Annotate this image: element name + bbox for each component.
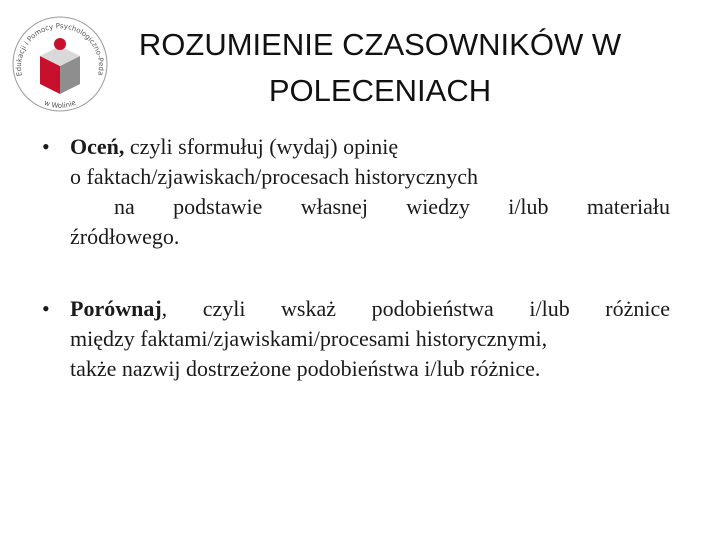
- bullet-item-ocen: [40, 132, 670, 252]
- title-line-2: POLECENIACH: [268, 73, 492, 108]
- bullet-dot-icon: •: [42, 134, 50, 159]
- bullet-list: [40, 132, 670, 384]
- svg-text:w Wolinie: w Wolinie: [43, 98, 77, 110]
- bullet-line: na podstawie własnej wiedzy i/lub materiału: [114, 194, 670, 219]
- slide-title: [0, 22, 720, 114]
- bullet-line: także nazwij dostrzeżone podobieństwa i/lub różnice.: [70, 356, 541, 381]
- svg-text:Poradnia Edukacji i Pomocy Psy: Edukacji i Pomocy Psychologiczno-Peda: [14, 22, 106, 77]
- term-definition: , czyli wskaż podobieństwa i/lub różnice: [161, 296, 670, 321]
- bullet-dot-icon: •: [42, 296, 50, 321]
- bullet-line: o faktach/zjawiskach/procesach historycznych: [70, 164, 479, 189]
- term-ocen: Oceń,: [70, 134, 125, 159]
- bullet-line: [70, 294, 670, 324]
- term-porownaj: Porównaj: [70, 296, 162, 321]
- bullet-item-porownaj: [40, 294, 670, 384]
- bullet-line: źródłowego.: [70, 224, 180, 249]
- term-definition: czyli sformułuj (wydaj) opinię: [124, 134, 399, 159]
- bullet-line: [70, 132, 670, 162]
- title-line-1: ROZUMIENIE CZASOWNIKÓW W: [138, 27, 622, 62]
- bullet-line: między faktami/zjawiskami/procesami historycznymi,: [70, 326, 548, 351]
